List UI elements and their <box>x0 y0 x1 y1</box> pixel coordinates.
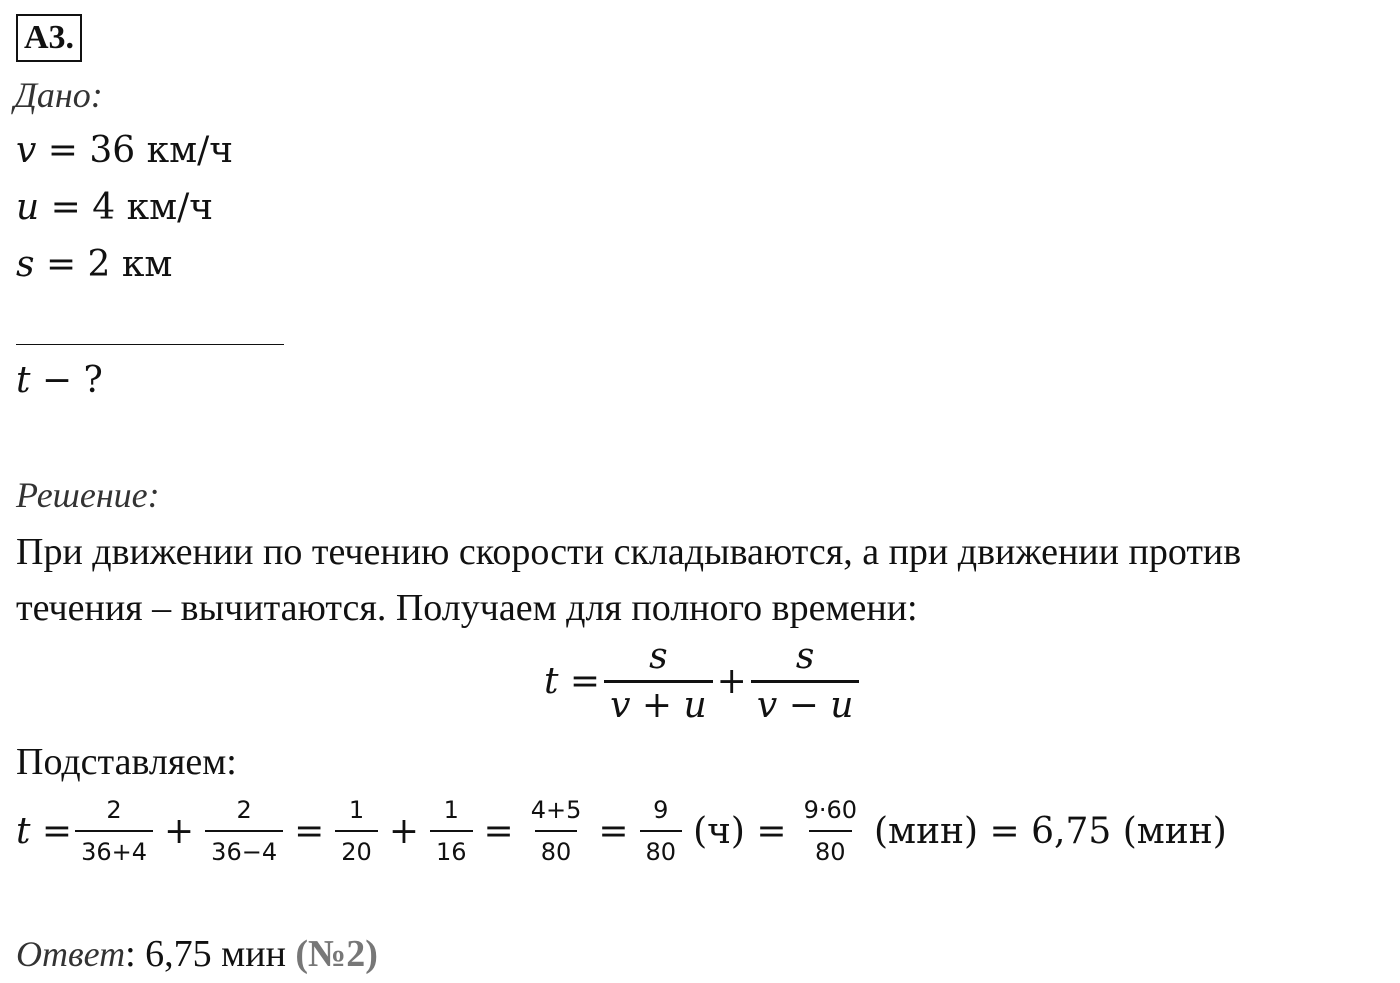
calc-frac-3-den: 20 <box>335 830 378 872</box>
formula-plus: + <box>716 661 747 702</box>
given-u-rhs: = 4 км/ч <box>50 187 214 228</box>
calc-frac-7-den: 80 <box>809 830 852 872</box>
answer-ref: (№2) <box>295 933 378 975</box>
given-u <box>16 187 213 228</box>
calc-frac-1-num: 2 <box>106 796 122 824</box>
given-v-var: v <box>16 130 37 171</box>
formula-general <box>544 634 863 729</box>
formula-frac-2-num: s <box>795 636 815 677</box>
calculation <box>16 790 1235 872</box>
substitute-label: Подставляем: <box>16 741 237 783</box>
formula-frac-2 <box>751 634 860 729</box>
calc-eq-2: = <box>483 810 514 852</box>
formula-frac-1 <box>604 634 713 729</box>
given-heading <box>14 74 103 116</box>
answer-label: Ответ <box>16 934 126 974</box>
given-v-rhs: = 36 км/ч <box>47 130 234 171</box>
calc-frac-5-num: 4+5 <box>530 796 582 824</box>
calc-frac-6 <box>640 790 683 872</box>
formula-frac-2-den: v − u <box>751 680 860 729</box>
calc-eq-3: = <box>598 810 629 852</box>
calc-plus-2: + <box>388 810 419 852</box>
solution-line-2: течения – вычитаются. Получаем для полного времени: <box>16 587 918 629</box>
calc-frac-3-num: 1 <box>348 796 365 824</box>
find-t <box>16 360 103 401</box>
solution-colon: : <box>147 475 160 515</box>
calc-tail: (мин) = 6,75 (мин) <box>874 810 1227 852</box>
given-v <box>16 130 233 171</box>
calc-frac-7-num: 9·60 <box>803 796 858 824</box>
given-s-rhs: = 2 км <box>45 244 173 285</box>
find-rhs: − ? <box>41 360 103 401</box>
formula-frac-1-num: s <box>649 636 668 677</box>
solution-label: Решение <box>16 475 148 515</box>
calc-lhs: t = <box>16 810 73 852</box>
answer-value: : 6,75 мин <box>125 933 286 975</box>
calc-frac-5 <box>525 790 588 872</box>
calc-frac-5-den: 80 <box>535 830 578 872</box>
calc-frac-4-num: 1 <box>443 796 459 824</box>
calc-eq-1: = <box>294 810 325 852</box>
calc-frac-3 <box>335 790 378 872</box>
calc-frac-6-num: 9 <box>653 796 669 824</box>
given-separator <box>16 344 284 345</box>
calc-unit-hours: (ч) = <box>693 810 787 852</box>
formula-frac-1-den: v + u <box>604 680 713 729</box>
calc-frac-2 <box>205 790 283 872</box>
formula-lhs: t = <box>544 661 601 702</box>
calc-frac-1-den: 36+4 <box>75 830 153 872</box>
solution-heading <box>16 474 160 516</box>
solution-line-1: При движении по течению скорости складываются, а при движении против <box>16 531 1242 573</box>
given-s-var: s <box>16 244 35 285</box>
calc-frac-4 <box>430 790 473 872</box>
calc-frac-6-den: 80 <box>640 830 683 872</box>
calc-frac-7 <box>798 790 863 872</box>
calc-plus-1: + <box>164 810 195 852</box>
calc-frac-2-num: 2 <box>236 796 252 824</box>
given-s <box>16 244 172 285</box>
find-var: t <box>16 360 31 401</box>
given-colon: : <box>90 75 103 115</box>
calc-frac-2-den: 36−4 <box>205 830 283 872</box>
answer-line <box>16 932 378 976</box>
calc-frac-4-den: 16 <box>430 830 473 872</box>
given-u-var: u <box>16 187 40 228</box>
task-number: A3. <box>16 14 82 62</box>
given-label: Дано <box>14 75 91 115</box>
calc-frac-1 <box>75 790 153 872</box>
